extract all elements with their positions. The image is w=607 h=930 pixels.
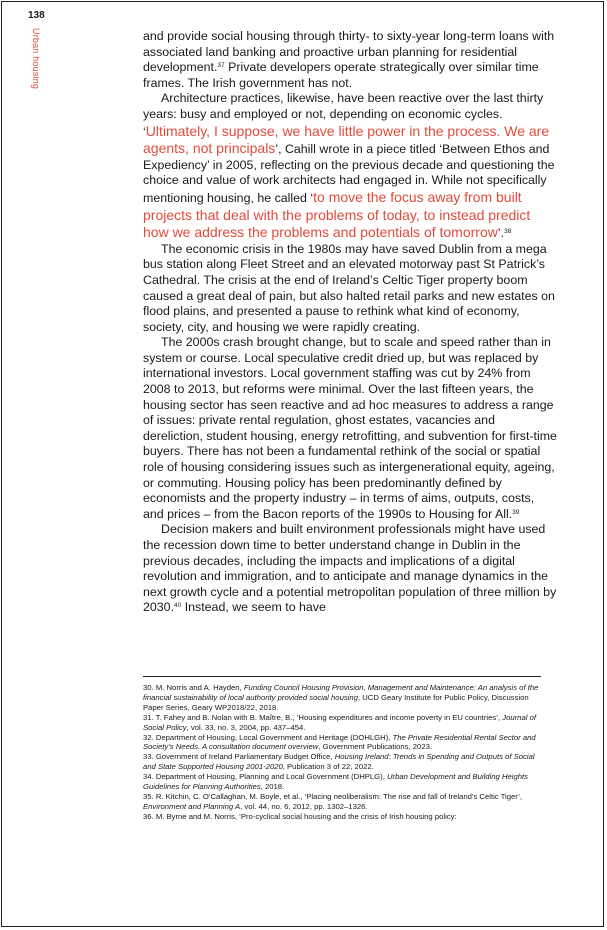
- text-run: The economic crisis in the 1980s may have saved Dublin from a mega bus station along Fleet Street and an elevated motorway past St Patrick’s Cathedral. The crisis at the end of Ireland’s Celtic Tiger property boom caused a great deal of pain, but also halted retail parks and new estates on flood plains, and presented a pause to rethink what kind of economy, society, city, and housing we were rapidly creating.: [143, 241, 555, 334]
- text-run: and provide social housing through thirty- to sixty-year long-term loans with associated land banking and proactive urban planning for residential development.: [143, 29, 555, 75]
- footnote: [143, 792, 541, 812]
- text-run: 36. M. Byrne and M. Norris, ‘Pro-cyclical social housing and the crisis of Irish housing policy:: [143, 811, 457, 821]
- text-run: , 2018.: [260, 782, 285, 792]
- footnote-ref: 40: [174, 602, 182, 610]
- page-number: 138: [28, 10, 45, 21]
- text-run: 35. R. Kitchin, C. O’Callaghan, M. Boyle, et al., ‘Placing neoliberalism: The rise and fall of Ireland’s Celtic Tiger’,: [143, 791, 522, 801]
- text-run: , vol. 44, no. 6, 2012, pp. 1302–1326.: [240, 801, 368, 811]
- text-run: 34. Department of Housing, Planning and Local Government (DHPLG),: [143, 772, 387, 782]
- footnote-divider: [143, 676, 541, 677]
- text-run: Architecture practices, likewise, have been reactive over the last thirty years: busy and employed or not, depending on economic cycles. ‘: [143, 91, 544, 139]
- text-run: ’, Cahill wrote in a piece titled ‘Between Ethos and Expediency’ in 2005, reflecting on the previous decade and questioning the choice and value of work architects had engaged in. While not specifically mentioning housing, he called ‘: [143, 142, 555, 205]
- text-run: , UCD Geary Institute for Public Policy, Discussion Paper Series, Geary WP2018/22, 2018.: [143, 692, 529, 712]
- footnotes: [143, 683, 541, 822]
- footnote: [143, 683, 541, 713]
- paragraph: [143, 335, 558, 522]
- text-run: 31. T. Fahey and B. Nolan with B. Maître, B., ‘Housing expenditures and income poverty in EU countries’,: [143, 712, 503, 722]
- text-run: The 2000s crash brought change, but to scale and speed rather than in system or course. Local speculative credit dried up, but was replaced by international investors. Local government staffing was cut by 24% from 2008 to 2013, but reforms were minimal. Over the last fifteen years, the housing sector has seen reactive and ad hoc measures to address a range of issues: private rental regulation, ghost estates, vacancies and dereliction, student housing, energy retrofitting, and subvention for first-time buyers. There has not been a fundamental rethink of the social or spatial role of housing considering issues such as intergenerational equity, ageing, or commuting. Housing policy has been predominantly defined by economists and the property industry – in terms of aims, outputs, costs, and prices – from the Bacon reports of the 1990s to Housing for All.: [143, 335, 557, 521]
- citation-title: Housing Ireland: Trends in Spending and Outputs of Social and State Supported Housing 2001-2020: [143, 752, 535, 772]
- footnote: [143, 812, 541, 822]
- paragraph: [143, 29, 558, 91]
- running-head-text: Urban housing: [31, 28, 41, 90]
- citation-title: The Private Residential Rental Sector and Society’s Needs. A consultation document overview: [143, 732, 536, 752]
- footnote: [143, 752, 541, 772]
- footnote: [143, 772, 541, 792]
- text-run: , Government Publications, 2023.: [318, 742, 433, 752]
- paragraph: [143, 242, 558, 336]
- citation-title: Funding Council Housing Provision, Management and Maintenance: An analysis of the financial sustainability of local authority provided social housing: [143, 683, 539, 702]
- paragraph: [143, 91, 558, 241]
- text-run: , Publication 3 of 22, 2022.: [282, 762, 374, 772]
- citation-title: Urban Development and Building Heights Guidelines for Planning Authorities: [143, 772, 529, 792]
- text-run: 33. Government of Ireland Parliamentary Budget Office,: [143, 752, 335, 762]
- paragraph: [143, 522, 558, 616]
- text-run: 32. Department of Housing, Local Government and Heritage (DOHLGH),: [143, 732, 393, 742]
- pull-quote: Ultimately, I suppose, we have little power in the process. We are agents, not principals: [143, 122, 550, 157]
- footnote: [143, 733, 541, 753]
- text-run: , vol. 33, no. 3, 2004, pp. 437–454.: [186, 722, 306, 732]
- text-run: Private developers operate strategically over similar time frames. The Irish government has not.: [143, 60, 539, 90]
- text-run: ’.: [497, 226, 505, 241]
- footnote-ref: 37: [217, 62, 225, 70]
- citation-title: Environment and Planning A: [143, 801, 241, 811]
- pull-quote: to move the focus away from built projects that deal with the problems of today, to instead predict how we address the problems and potentials of tomorrow: [143, 188, 531, 241]
- footnote-ref: 39: [512, 508, 520, 516]
- footnote: [143, 713, 541, 733]
- text-run: 30. M. Norris and A. Hayden,: [143, 683, 244, 692]
- text-run: Instead, we seem to have: [181, 600, 326, 615]
- text-run: Decision makers and built environment professionals might have used the recession down time to better understand change in Dublin in the previous decades, including the impacts and implications of a digital revolution and immigration, and to anticipate and manage dynamics in the next growth cycle and a potential metropolitan population of three million by 2030.: [143, 522, 557, 615]
- footnote-ref: 38: [504, 228, 512, 236]
- citation-title: Journal of Social Policy: [143, 712, 536, 732]
- running-head: [29, 28, 43, 108]
- body-text: [143, 29, 558, 616]
